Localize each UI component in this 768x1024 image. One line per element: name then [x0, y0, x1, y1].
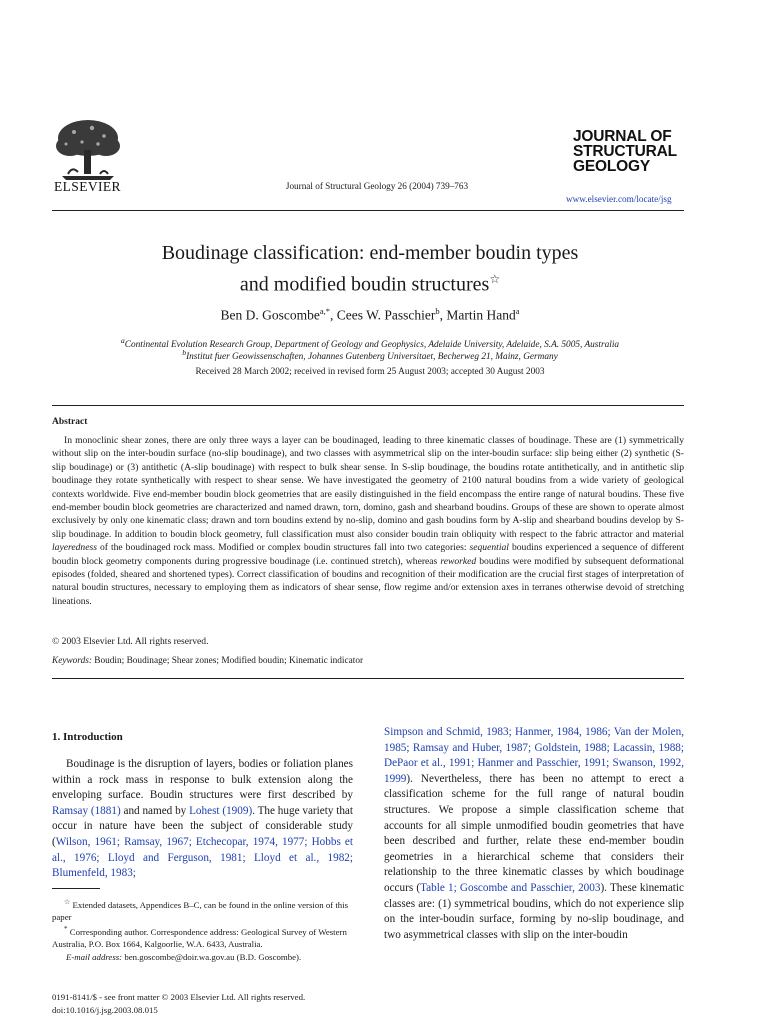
section-heading-introduction: 1. Introduction [52, 731, 123, 743]
abstract-copyright: © 2003 Elsevier Ltd. All rights reserved. [52, 636, 209, 647]
email-label: E-mail address: [66, 951, 123, 962]
journal-url-link[interactable]: www.elsevier.com/locate/jsg [566, 194, 672, 204]
body-text: ). These kinematic classes are: (1) symmetrical boudins, which do not experience slip on the inter-boudin surface, forming by no-slip boudinage, and two asymmetrical classes with slip on the inter-boudin [384, 881, 684, 941]
abstract-part: boudins were modified by subsequent deformational episodes (folded, sheared and shortened types). Correct classification of boudins and recognition of their modification are the crucial first stages of interpretation of natural boudin structures, necessary to employing them as indicators of shear sense, flow regime and/or extension axes in terranes otherwise devoid of stretching lineations. [52, 555, 684, 607]
footnote [52, 923, 357, 950]
footnote-mark: * [64, 925, 68, 934]
body-text: . The huge variety that occur in nature have been the subject of considerable study ( [52, 804, 353, 848]
author-separator: , [439, 307, 447, 323]
email-address: ben.goscombe@doir.wa.gov.au (B.D. Goscombe). [124, 951, 302, 962]
article-title [60, 240, 680, 298]
citation-link[interactable]: Lohest (1909) [189, 804, 253, 817]
author-name: Ben D. Goscombe [220, 307, 320, 323]
abstract-bottom-divider [52, 678, 684, 679]
abstract-text [52, 434, 684, 608]
footnote [52, 896, 357, 923]
received-dates: Received 28 March 2002; received in revised form 25 August 2003; accepted 30 August 2003 [195, 367, 545, 377]
elsevier-tree-logo [52, 116, 124, 182]
journal-title [573, 129, 677, 174]
intro-left-column [52, 757, 353, 882]
author-name: Martin Hand [446, 307, 516, 323]
citation-link[interactable]: Simpson and Schmid, 1983; Hanmer, 1984, 1986; Van der Molen, 1985; Ramsay and Huber, 1987; Goldstein, 1988; Lacassin, 1988; DePaor et al., 1991; Hanmer and Passchier, 1991; Swanson, 1992, 1999 [384, 726, 684, 785]
affil-text: Continental Evolution Research Group, Department of Geology and Geophysics, Adelaide University, Adelaide, S.A. 5005, Australia [124, 340, 620, 351]
title-line [60, 266, 680, 298]
abstract-emphasis: layeredness [52, 542, 97, 554]
abstract-heading: Abstract [52, 417, 88, 427]
abstract-emphasis: sequential [469, 542, 509, 554]
keywords [52, 656, 363, 666]
abstract-emphasis: reworked [440, 555, 477, 567]
title-footnote-mark: ☆ [489, 272, 501, 286]
author-affil-mark: a,* [319, 306, 330, 316]
footnote-email [52, 951, 357, 963]
footnote-text: Extended datasets, Appendices B–C, can be found in the online version of this paper [52, 899, 349, 923]
abstract-part: boudins experienced a sequence of different boudin block geometry components during progressive boudinage (i.e. continued stretch), whereas [52, 542, 684, 567]
footnote-mark: ☆ [64, 898, 71, 906]
journal-title-line: JOURNAL OF [573, 128, 672, 145]
journal-title-line: GEOLOGY [573, 158, 650, 175]
title-line-text: and modified boudin structures [239, 273, 490, 296]
abstract-part: In monoclinic shear zones, there are only three ways a layer can be boudinaged, leading to three kinematic classes of boudinage. These are (1) symmetrically without slip on the inter-boudin surface (no-slip boudinage), and two classes with asymmetrical slip on the inter-boudin surface: slip being either (2) synthetic (S-slip boudinage) or (3) antithetic (A-slip boudinage) with respect to bulk shear sense. In S-slip boudinage, the boudins rotate antithetically, and in antithetic slip boudinage they rotate synthetically with respect to shear sense. We have investigated the geometry of 2100 natural boudins from a wide variety of geological contexts worldwide. Five end-member boudin block geometries that are easily distinguished in the field encompass the entire range of natural boudins. These five end-member boudin block geometries are characterized and named drawn, torn, domino, gash and shearband boudins. Groups of these are shown to operate almost exclusively by only one kinematic class; drawn and torn boudins extend by no-slip, domino and gash boudins form by A-slip and shearband boudins develop by S-slip boudinage. In addition to boudin block geometry, full classification must also consider boudin train obliquity with respect to the fabric attractor and material [52, 435, 684, 540]
affil-mark: a [120, 336, 125, 345]
author-affil-mark: a [515, 306, 520, 316]
footnotes [52, 896, 357, 963]
body-text: Boudinage is the disruption of layers, bodies or foliation planes within a rock mass in response to bulk extension along the enveloping surface. Boudin structures were first described by [52, 758, 353, 802]
journal-title-line: STRUCTURAL [573, 143, 677, 160]
author-name: Cees W. Passchier [336, 307, 436, 323]
title-line: Boudinage classification: end-member boudin types [161, 242, 579, 264]
author-affil-mark: b [435, 306, 440, 316]
affiliation-b [40, 348, 700, 362]
body-text: and named by [120, 804, 190, 817]
intro-right-column [384, 725, 684, 943]
footnote-rule [52, 888, 100, 889]
author-separator: , [330, 307, 337, 323]
keywords-label: Keywords: [52, 656, 92, 666]
footnote-text: Corresponding author. Correspondence address: Geological Survey of Western Australia, P.O. Box 1664, Kalgoorlie, W.A. 6433, Australia. [52, 927, 347, 950]
author-list [60, 306, 680, 324]
publisher-name: ELSEVIER [54, 179, 121, 194]
citation-link[interactable]: Wilson, 1961; Ramsay, 1967; Etchecopar, 1974, 1977; Hobbs et al., 1976; Lloyd and Ferguson, 1981; Lloyd et al., 1982; Blumenfeld, 1983; [52, 835, 353, 880]
issn-line: 0191-8141/$ - see front matter © 2003 Elsevier Ltd. All rights reserved. [52, 992, 306, 1002]
affil-mark: b [182, 348, 187, 357]
abstract-part: of the boudinaged rock mass. Modified or complex boudin structures fall into two categories: [96, 542, 470, 554]
header-divider [52, 210, 684, 211]
body-text: ). Nevertheless, there has been no attempt to erect a classification scheme for the full range of natural boudin structures. We propose a simple classification scheme that accounts for all simple unmodified boudin geometries that have been described and further, relate these end-member boudin geometries in a hierarchical scheme that considers their relationship to the three kinematic classes by which boudinage occurs ( [384, 772, 684, 894]
article-meta [52, 991, 305, 1017]
affil-text: Institut fuer Geowissenschaften, Johannes Gutenberg Universitaet, Becherweg 21, Mainz, Germany [186, 352, 558, 363]
journal-reference: Journal of Structural Geology 26 (2004) 739–763 [285, 181, 469, 191]
citation-link[interactable]: Ramsay (1881) [52, 804, 121, 817]
abstract-top-divider [52, 405, 684, 406]
keywords-list: Boudin; Boudinage; Shear zones; Modified boudin; Kinematic indicator [94, 656, 364, 666]
citation-link[interactable]: Table 1; Goscombe and Passchier, 2003 [420, 881, 601, 894]
doi-line: doi:10.1016/j.jsg.2003.08.015 [52, 1005, 158, 1015]
